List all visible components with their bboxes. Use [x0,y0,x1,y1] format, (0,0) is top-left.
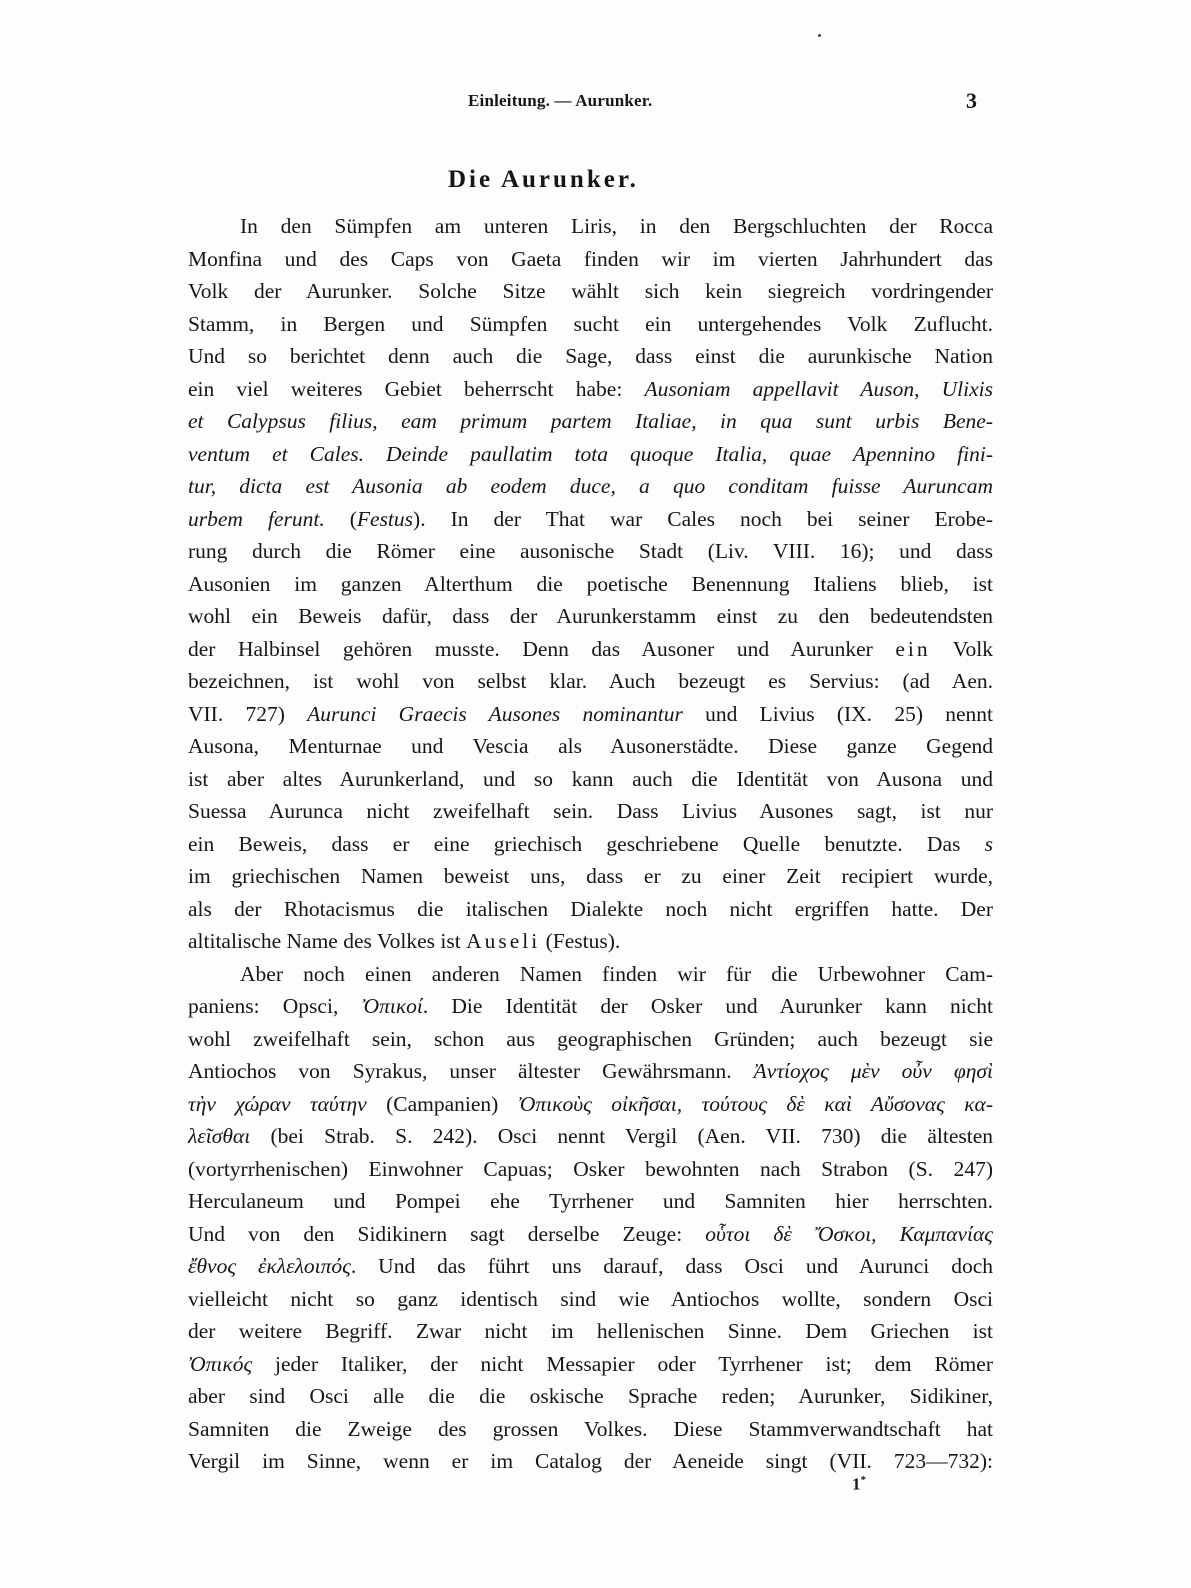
latin-quote: tur, dicta est Ausonia ab eodem duce, a quo conditam fuisse Auruncam [188,474,993,498]
text-line: Ausonien im ganzen Alterthum die poetische Benennung Italiens blieb, ist [188,571,993,596]
spaced-emphasis: ein [895,636,931,661]
text-segment: der Halbinsel gehören musste. Denn das Ausoner und Aurunker [188,636,896,661]
greek-quote: οὗτοι δὲ Ὄσκοι, Καμπανίας [705,1221,993,1246]
text-line [188,1348,993,1381]
text-segment: (Festus). [540,929,621,953]
text-segment: altitalische Name des Volkes ist [188,929,467,953]
text-line [188,698,993,731]
text-line: wohl ein Beweis dafür, dass der Aurunkerstamm einst zu den bedeutendsten [188,604,993,628]
text-line: Vergil im Sinne, wenn er im Catalog der Aeneide singt (VII. 723—732): [188,1449,993,1473]
signature-number: 1 [852,1474,861,1494]
greek-quote: τὴν χώραν ταύτην [188,1091,367,1116]
text-segment: VII. 727) [188,701,308,726]
text-line: Monfina und des Caps von Gaeta finden wir im vierten Jahrhundert das [188,246,993,271]
paragraph-2 [188,958,993,1478]
text-line [188,503,993,536]
latin-quote: ventum et Cales. Deinde paullatim tota quoque Italia, quae Apennino fini- [188,441,993,466]
text-segment: Volk [930,636,993,661]
text-line: Samniten die Zweige des grossen Volkes. Diese Stammverwandtschaft hat [188,1416,993,1441]
spaced-emphasis: Auseli [466,929,541,953]
text-line [188,438,993,471]
text-segment: ein viel weiteres Gebiet beherrscht habe: [188,376,645,401]
text-line: wohl zweifelhaft sein, schon aus geographischen Gründen; auch bezeugt sie [188,1026,993,1051]
signature-star: * [860,1474,866,1486]
text-segment: und Livius (IX. 25) nennt [682,701,993,726]
text-line [188,1120,993,1153]
text-line: Ausona, Menturnae und Vescia als Ausonerstädte. Diese ganze Gegend [188,734,993,758]
greek-quote: Ὀπικοὺς οἰκῆσαι, τούτους δὲ καὶ Αὔσονας κα- [517,1091,993,1116]
text-line [188,470,993,503]
page-number: 3 [966,88,977,113]
text-line [188,925,993,958]
latin-quote: Ausoniam appellavit Auson, Ulixis [644,376,993,401]
text-line [188,633,993,666]
text-line [188,405,993,438]
text-line: bezeichnen, ist wohl von selbst klar. Auch bezeugt es Servius: (ad Aen. [188,669,993,693]
text-segment: (bei Strab. S. 242). Osci nennt Vergil (Aen. VII. 730) die ältesten [250,1124,993,1148]
source-citation: Festus [356,506,414,531]
text-line: als der Rhotacismus die italischen Dialekte noch nicht ergriffen hatte. Der [188,896,993,921]
chapter-title: Die Aurunker. [448,166,639,193]
text-line: vielleicht nicht so ganz identisch sind wie Antiochos wollte, sondern Osci [188,1286,993,1311]
text-line [188,1055,993,1088]
text-segment: . Und das führt uns darauf, dass Osci und Aurunci doch [350,1254,994,1278]
text-segment: Und von den Sidikinern sagt derselbe Zeuge: [188,1221,706,1246]
text-line: In den Sümpfen am unteren Liris, in den Bergschluchten der Rocca [240,214,993,238]
greek-word: Ὀπικός [188,1351,253,1376]
text-line [188,1250,993,1283]
greek-word: Ὀπικοί [361,994,423,1018]
text-line: im griechischen Namen beweist uns, dass er zu einer Zeit recipiert wurde, [188,864,993,888]
paragraph-1 [188,210,993,958]
text-line [188,373,993,406]
latin-quote: urbem ferunt. [188,506,325,531]
text-segment: jeder Italiker, der nicht Messapier oder Tyrrhener ist; dem Römer [252,1351,993,1376]
running-head: Einleitung. — Aurunker. [468,91,653,110]
print-speck [818,34,821,37]
latin-quote: et Calypsus filius, eam primum partem Italiae, in qua sunt urbis Bene- [188,409,993,433]
latin-quote: Aurunci Graecis Ausones nominantur [307,701,683,726]
body-text [188,210,993,1478]
text-line [188,990,993,1023]
text-segment: . Die Identität der Osker und Aurunker kann nicht [422,994,994,1018]
text-line: der weitere Begriff. Zwar nicht im hellenischen Sinne. Dem Griechen ist [188,1319,993,1343]
text-segment: ). In der That war Cales noch bei seiner Erobe- [413,506,994,531]
text-line [188,1088,993,1121]
greek-quote: λεῖσθαι [188,1124,251,1148]
text-line: Aber noch einen anderen Namen finden wir für die Urbewohner Cam- [240,961,993,986]
text-segment: ( [324,506,357,531]
text-line: aber sind Osci alle die die oskische Sprache reden; Aurunker, Sidikiner, [188,1384,993,1408]
text-line: Suessa Aurunca nicht zweifelhaft sein. Dass Livius Ausones sagt, ist nur [188,799,993,823]
text-line: ist aber altes Aurunkerland, und so kann auch die Identität von Ausona und [188,766,993,791]
text-segment: (Campanien) [366,1091,518,1116]
text-line: Herculaneum und Pompei ehe Tyrrhener und Samniten hier herrschten. [188,1189,993,1213]
text-line: Volk der Aurunker. Solche Sitze wählt sich kein siegreich vordringender [188,279,993,303]
greek-quote: ἔθνος ἐκλελοιπός [188,1254,351,1278]
text-line: (vortyrrhenischen) Einwohner Capuas; Osker bewohnten nach Strabon (S. 247) [188,1156,993,1181]
text-segment: ein Beweis, dass er eine griechisch geschriebene Quelle benutzte. Das [188,831,985,856]
text-line [188,1218,993,1251]
text-line [188,828,993,861]
signature-mark [852,1474,866,1495]
text-line: Und so berichtet denn auch die Sage, dass einst die aurunkische Nation [188,344,993,368]
text-line: rung durch die Römer eine ausonische Stadt (Liv. VIII. 16); und dass [188,539,993,563]
text-line: Stamm, in Bergen und Sümpfen sucht ein untergehendes Volk Zuflucht. [188,311,993,336]
greek-quote: Ἀντίοχος μὲν οὖν φησὶ [753,1059,993,1083]
text-segment: Antiochos von Syrakus, unser ältester Gewährsmann. [188,1059,754,1083]
text-segment: paniens: Opsci, [188,994,362,1018]
italic-letter: s [984,831,993,856]
